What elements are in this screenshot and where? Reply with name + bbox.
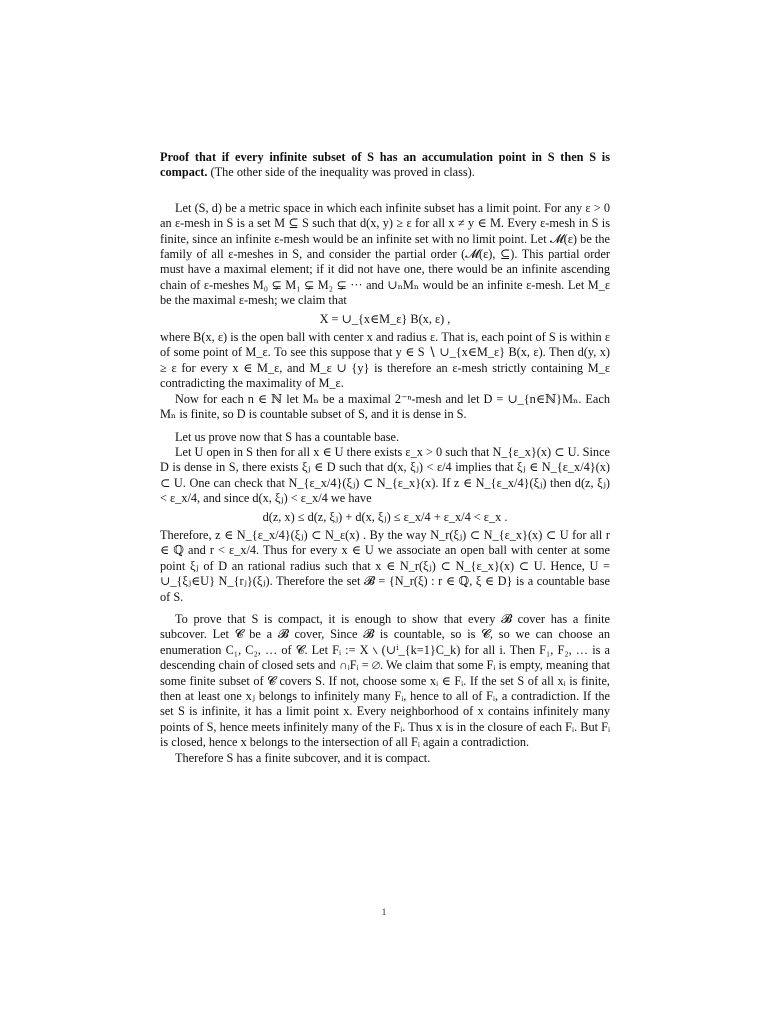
proof-title-note: (The other side of the inequality was proved in class). [207, 165, 475, 180]
proof-title-bold: Proof that if every infinite subset of S has an accumulation point in S then S is compact. [160, 150, 610, 180]
paragraph-8: Therefore S has a finite subcover, and it is compact. [175, 750, 431, 765]
document-body [160, 150, 610, 766]
equation-2: d(z, x) ≤ d(z, ξⱼ) + d(x, ξⱼ) ≤ ε_x/4 + ε_x/4 < ε_x . [262, 509, 508, 524]
paragraph-1: Let (S, d) be a metric space in which each infinite subset has a limit point. For any ε > 0 an ε-mesh in S is a set M ⊆ S such that d(x, y) ≥ ε for all x ≠ y ∈ M. Every ε-mesh in S is finite, since an infinite ε-mesh would be an infinite set with no limit point. Let 𝓜(ε) be the family of all ε-meshes in S, and consider the partial order (𝓜(ε), ⊆). This partial order must have a maximal element; if it did not have one, there would be an infinite ascending chain of ε-meshes M₀ ⊊ M₁ ⊊ M₂ ⊊ ··· and ∪ₙMₙ would be an infinite ε-mesh. Let M_ε be the maximal ε-mesh; we claim that [160, 200, 610, 308]
paragraph-3: Now for each n ∈ ℕ let Mₙ be a maximal 2⁻ⁿ-mesh and let D = ∪_{n∈ℕ}Mₙ. Each Mₙ is finite, so D is countable subset of S, and it is dense in S. [160, 391, 610, 422]
paragraph-6: Therefore, z ∈ N_{ε_x/4}(ξⱼ) ⊂ N_ε(x) . By the way N_r(ξⱼ) ⊂ N_{ε_x}(x) ⊂ U for all r ∈ ℚ and r < ε_x/4. Thus for every x ∈ U we associate an open ball with center at some point ξⱼ of D an rational radius such that x ∈ N_r(ξⱼ) ⊂ N_{ε_x}(x) ⊂ U. Hence, U = ∪_{ξⱼ∈U} N_{rⱼ}(ξⱼ). Therefore the set 𝓑 = {N_r(ξ) : r ∈ ℚ, ξ ∈ D} is a countable base of S. [160, 527, 610, 604]
equation-1: X = ∪_{x∈M_ε} B(x, ε) , [319, 311, 451, 326]
paragraph-5: Let U open in S then for all x ∈ U there exists ε_x > 0 such that N_{ε_x}(x) ⊂ U. Since D is dense in S, there exists ξⱼ ∈ D such that d(x, ξⱼ) < ε/4 implies that ξⱼ ∈ N_{ε_x/4}(x) ⊂ U. One can check that N_{ε_x/4}(ξⱼ) ⊂ N_{ε_x}(x). If z ∈ N_{ε_x/4}(ξⱼ) then d(z, ξⱼ) < ε_x/4, and since d(x, ξⱼ) < ε_x/4 we have [160, 444, 610, 506]
paragraph-2: where B(x, ε) is the open ball with center x and radius ε. That is, each point of S is within ε of some point of M_ε. To see this suppose that y ∈ S ∖ ∪_{x∈M_ε} B(x, ε). Then d(y, x) ≥ ε for every x ∈ M_ε, and M_ε ∪ {y} is therefore an ε-mesh strictly containing M_ε contradicting the maximality of M_ε. [160, 330, 610, 391]
page-number: 1 [381, 907, 387, 917]
proof-title [160, 150, 610, 181]
paragraph-4: Let us prove now that S has a countable base. [175, 429, 400, 444]
paragraph-7: To prove that S is compact, it is enough to show that every 𝓑 cover has a finite subcover. Let 𝓒 be a 𝓑 cover, Since 𝓑 is countable, so is 𝓒, so we can choose an enumeration C₁, C₂, … of 𝓒. Let Fᵢ := X ∖ (∪ⁱ_{k=1}C_k) for all i. Then F₁, F₂, … is a descending chain of closed sets and ∩ᵢFᵢ = ∅. We claim that some Fᵢ is empty, meaning that some finite subset of 𝓒 covers S. If not, choose some xᵢ ∈ Fᵢ. If the set S of all xᵢ is finite, then at least one xⱼ belongs to infinitely many Fᵢ, hence to all of Fᵢ, a contradiction. If the set S is infinite, it has a limit point x. Every neighborhood of x contains infinitely many points of S, hence meets infinitely many of the Fᵢ. Thus x is in the closure of each Fᵢ. But Fᵢ is closed, hence x belongs to the intersection of all Fᵢ again a contradiction. [160, 611, 610, 750]
